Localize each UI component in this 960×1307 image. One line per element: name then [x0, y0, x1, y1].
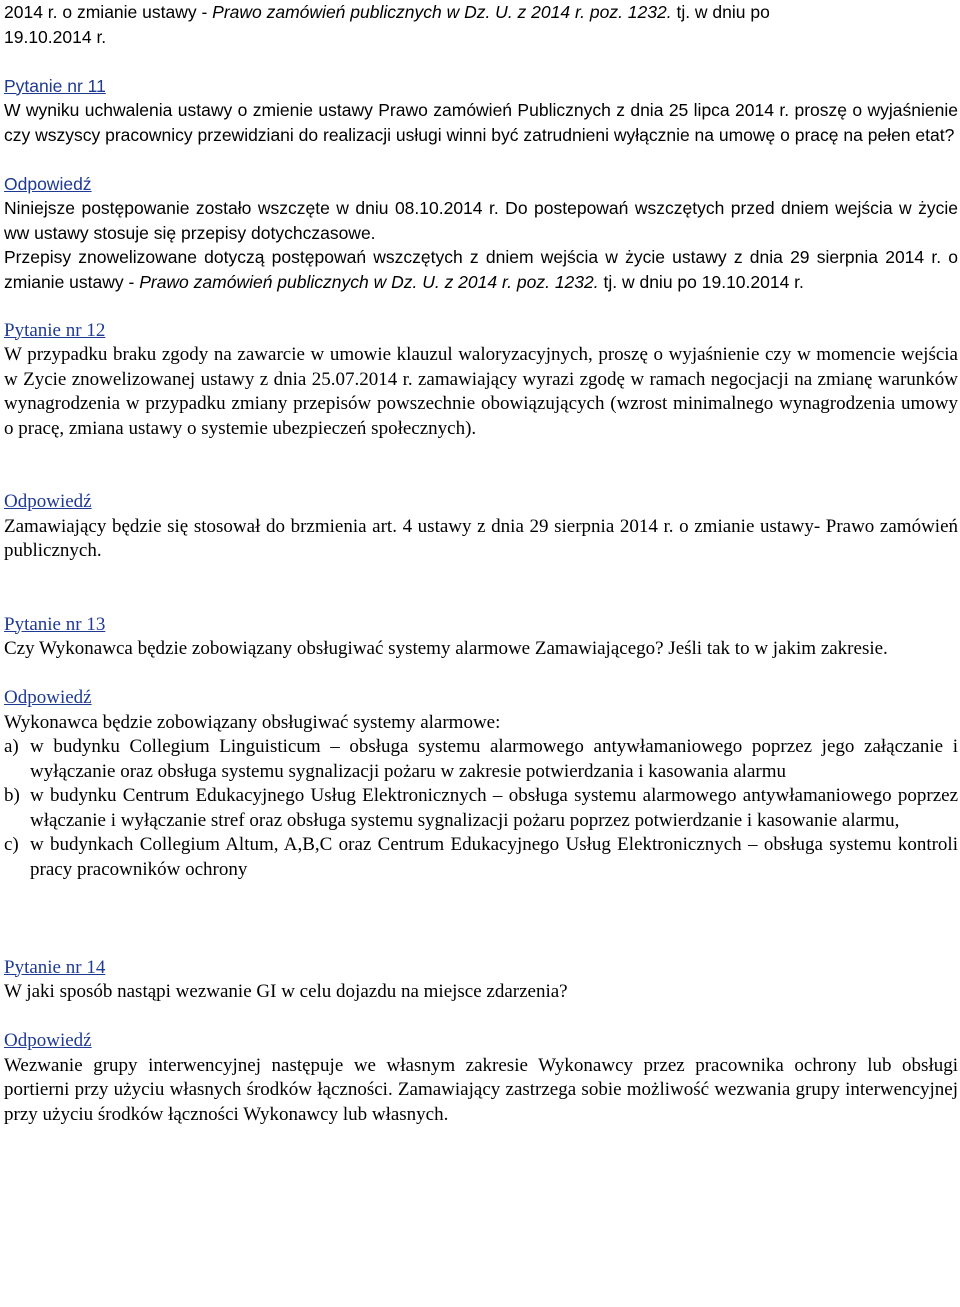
continuation-text — [4, 0, 958, 25]
continuation-line1-italic: Prawo zamówień publicznych w Dz. U. z 2014 r. poz. 1232. — [212, 2, 672, 22]
q12-question: W przypadku braku zgody na zawarcie w umowie klauzul waloryzacyjnych, proszę o wyjaśnienie czy w momencie wejścia w Zycie znowelizowanej ustawy z dnia 25.07.2014 r. zamawiający wyrazi zgodę w ramach negocjacji na zmianę warunków wynagrodzenia w przypadku zmiany przepisów powszechnie obowiązujących (wzrost minimalnego wynagrodzenia umowy o pracę, zmiana ustawy o systemie ubezpieczeń społecznych). — [4, 344, 958, 439]
q14-header: Pytanie nr 14 — [4, 956, 106, 978]
list-item — [4, 735, 958, 784]
q11-answer-label: Odpowiedź — [4, 173, 92, 194]
list-item-text: w budynku Centrum Edukacyjnego Usług Elektronicznych – obsługa systemu alarmowego antywłamaniowego poprzez włączanie i wyłączanie stref oraz obsługa systemu sygnalizacji pożaru poprzez potwierdzanie i kasowanie alarmu, — [30, 785, 958, 831]
list-item-text: w budynku Collegium Linguisticum – obsługa systemu alarmowego antywłamaniowego poprzez jego załączanie i wyłączanie oraz obsługa systemu sygnalizacji pożaru w zakresie potwierdzania i kasowania alarmu — [30, 736, 958, 782]
list-item-marker: c) — [4, 834, 19, 855]
q12-answer: Zamawiający będzie się stosował do brzmienia art. 4 ustawy z dnia 29 sierpnia 2014 r. o zmianie ustawy- Prawo zamówień publicznych. — [4, 515, 958, 561]
q13-question: Czy Wykonawca będzie zobowiązany obsługiwać systemy alarmowe Zamawiającego? Jeśli tak to w jakim zakresie. — [4, 638, 888, 659]
q13-answer-list — [4, 735, 958, 882]
q11-answer-p2-b: tj. w dniu po 19.10.2014 r. — [598, 271, 804, 292]
q11-header: Pytanie nr 11 — [4, 75, 106, 96]
q11-answer-p2 — [4, 245, 958, 294]
q12-header: Pytanie nr 12 — [4, 319, 106, 341]
q14-answer-label: Odpowiedź — [4, 1030, 92, 1051]
q11-answer-p2-a: Przepisy znowelizowane dotyczą postępowań wszczętych z dniem wejścia w życie ustawy z dnia 29 sierpnia 2014 r. o zmianie ustawy - — [4, 247, 958, 292]
continuation-line1-a: 2014 r. o zmianie ustawy - — [4, 2, 213, 22]
q14-answer: Wezwanie grupy interwencyjnej następuje we własnym zakresie Wykonawcy przez pracownika ochrony lub obsługi portierni przy użyciu własnych środków łączności. Zamawiający zastrzega sobie możliwość wezwania grupy interwencyjnej przy użyciu środków łączności Wykonawcy lub własnych. — [4, 1054, 958, 1125]
list-item — [4, 833, 958, 882]
q11-answer-p2-italic: Prawo zamówień publicznych w Dz. U. z 2014 r. poz. 1232. — [139, 271, 599, 292]
q14-question: W jaki sposób nastąpi wezwanie GI w celu dojazdu na miejsce zdarzenia? — [4, 981, 568, 1002]
list-item-text: w budynkach Collegium Altum, A,B,C oraz Centrum Edukacyjnego Usług Elektronicznych – obsługa systemu kontroli pracy pracowników ochrony — [30, 834, 958, 880]
q13-answer-intro: Wykonawca będzie zobowiązany obsługiwać systemy alarmowe: — [4, 711, 501, 733]
q13-answer-label: Odpowiedź — [4, 687, 92, 708]
q12-answer-label: Odpowiedź — [4, 491, 92, 512]
q11-question: W wyniku uchwalenia ustawy o zmienie ustawy Prawo zamówień Publicznych z dnia 25 lipca 2014 r. proszę o wyjaśnienie czy wszyscy pracownicy przewidziani do realizacji usługi winni być zatrudnieni wyłącznie na umowę o pracę na pełen etat? — [4, 100, 958, 145]
continuation-line1-b: tj. w dniu po — [671, 2, 770, 22]
list-item-marker: a) — [4, 736, 19, 757]
q13-header: Pytanie nr 13 — [4, 613, 106, 635]
list-item — [4, 784, 958, 833]
document-page — [4, 0, 958, 1127]
list-item-marker: b) — [4, 785, 20, 806]
continuation-line2: 19.10.2014 r. — [4, 26, 107, 47]
q11-answer-p1: Niniejsze postępowanie zostało wszczęte w dniu 08.10.2014 r. Do postepowań wszczętych przed dniem wejścia w życie ww ustawy stosuje się przepisy dotychczasowe. — [4, 198, 958, 243]
